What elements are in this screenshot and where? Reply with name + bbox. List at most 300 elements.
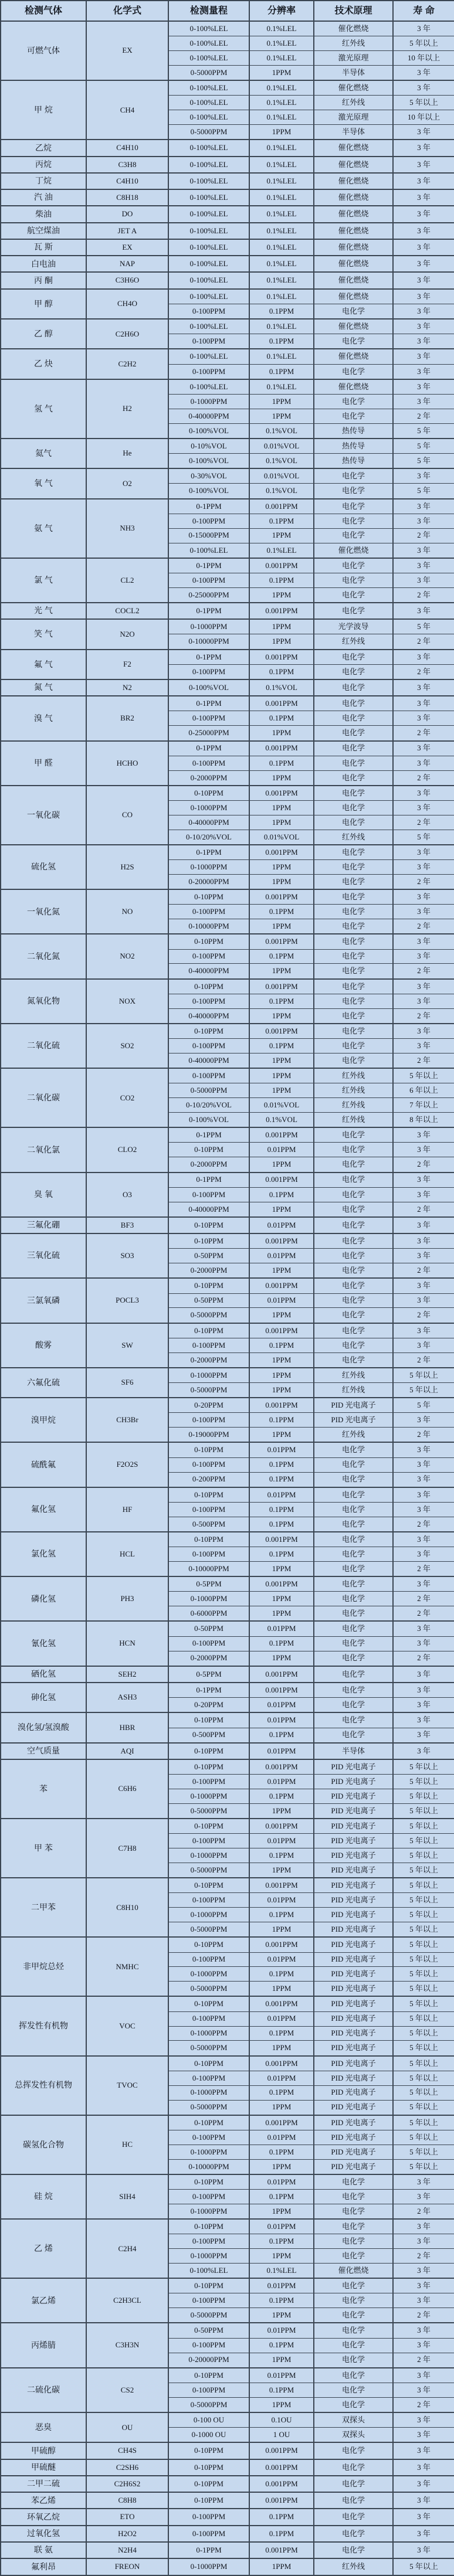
gas-name-cell: 氨 气 bbox=[1, 499, 86, 558]
principle-cell: 电化学 bbox=[314, 2442, 393, 2459]
lifespan-cell: 5 年以上 bbox=[393, 1789, 454, 1804]
lifespan-cell: 3 年 bbox=[393, 1293, 454, 1308]
resolution-cell: 0.001PPM bbox=[249, 741, 314, 756]
table-row bbox=[1, 1173, 454, 1188]
principle-cell: 电化学 bbox=[314, 1442, 393, 1457]
principle-cell: 电化学 bbox=[314, 664, 393, 679]
resolution-cell: 1 OU bbox=[249, 2428, 314, 2443]
resolution-cell: 1PPM bbox=[249, 964, 314, 979]
lifespan-cell: 3 年 bbox=[393, 603, 454, 619]
lifespan-cell: 5 年以上 bbox=[393, 1952, 454, 1967]
resolution-cell: 0.1%LEL bbox=[249, 110, 314, 125]
principle-cell: 红外线 bbox=[314, 36, 393, 51]
principle-cell: 电化学 bbox=[314, 979, 393, 994]
gas-name-cell: 砷化氢 bbox=[1, 1683, 86, 1712]
table-row bbox=[1, 499, 454, 514]
lifespan-cell: 10 年以上 bbox=[393, 110, 454, 125]
formula-cell: SIH4 bbox=[86, 2174, 168, 2219]
lifespan-cell: 7 年以上 bbox=[393, 1098, 454, 1113]
table-row bbox=[1, 157, 454, 173]
lifespan-cell: 2 年 bbox=[393, 726, 454, 741]
resolution-cell: 0.001PPM bbox=[249, 2459, 314, 2476]
lifespan-cell: 3 年 bbox=[393, 2368, 454, 2383]
principle-cell: 红外线 bbox=[314, 830, 393, 845]
lifespan-cell: 5 年以上 bbox=[393, 96, 454, 110]
lifespan-cell: 3 年 bbox=[393, 2492, 454, 2509]
resolution-cell: 0.01%VOL bbox=[249, 439, 314, 454]
resolution-cell: 0.1%LEL bbox=[249, 51, 314, 66]
range-cell: 0-1000PPM bbox=[168, 1908, 249, 1922]
principle-cell: 电化学 bbox=[314, 1263, 393, 1279]
gas-name-cell: 磷化氢 bbox=[1, 1576, 86, 1621]
lifespan-cell: 5 年以上 bbox=[393, 2041, 454, 2056]
lifespan-cell: 3 年 bbox=[393, 1249, 454, 1263]
lifespan-cell: 3 年 bbox=[393, 140, 454, 156]
resolution-cell: 0.001PPM bbox=[249, 934, 314, 949]
table-row bbox=[1, 1576, 454, 1592]
resolution-cell: 1PPM bbox=[249, 2204, 314, 2219]
range-cell: 0-10PPM bbox=[168, 786, 249, 801]
principle-cell: 电化学 bbox=[314, 679, 393, 696]
range-cell: 0-1000PPM bbox=[168, 1967, 249, 1982]
range-cell: 0-2000PPM bbox=[168, 770, 249, 786]
lifespan-cell: 3 年 bbox=[393, 125, 454, 140]
principle-cell: 催化燃烧 bbox=[314, 272, 393, 288]
resolution-cell: 0.1PPM bbox=[249, 664, 314, 679]
resolution-cell: 0.1%LEL bbox=[249, 272, 314, 288]
table-row bbox=[1, 189, 454, 206]
lifespan-cell: 3 年 bbox=[393, 2459, 454, 2476]
lifespan-cell: 3 年 bbox=[393, 1457, 454, 1472]
range-cell: 0-100%LEL bbox=[168, 36, 249, 51]
lifespan-cell: 5 年以上 bbox=[393, 2558, 454, 2575]
lifespan-cell: 3 年 bbox=[393, 1487, 454, 1503]
gas-name-cell: 臭 氧 bbox=[1, 1173, 86, 1217]
gas-name-cell: 二甲苯 bbox=[1, 1878, 86, 1937]
formula-cell: F2O2S bbox=[86, 1442, 168, 1487]
lifespan-cell: 2 年 bbox=[393, 1428, 454, 1443]
table-row bbox=[1, 1532, 454, 1547]
gas-name-cell: 恶臭 bbox=[1, 2412, 86, 2442]
principle-cell: 双探头 bbox=[314, 2428, 393, 2443]
resolution-cell: 1PPM bbox=[249, 770, 314, 786]
range-cell: 0-40000PPM bbox=[168, 964, 249, 979]
principle-cell: 红外线 bbox=[314, 1083, 393, 1098]
range-cell: 0-100%VOL bbox=[168, 454, 249, 469]
range-cell: 0-100%LEL bbox=[168, 319, 249, 334]
lifespan-cell: 5 年以上 bbox=[393, 1068, 454, 1083]
lifespan-cell: 2 年 bbox=[393, 1053, 454, 1068]
resolution-cell: 0.001PPM bbox=[249, 2056, 314, 2071]
range-cell: 0-1000PPM bbox=[168, 1789, 249, 1804]
lifespan-cell: 5 年以上 bbox=[393, 2026, 454, 2041]
lifespan-cell: 2 年 bbox=[393, 1008, 454, 1024]
resolution-cell: 0.001PPM bbox=[249, 2476, 314, 2492]
lifespan-cell: 3 年 bbox=[393, 786, 454, 801]
gas-name-cell: 一氧化氮 bbox=[1, 889, 86, 934]
range-cell: 0-100%LEL bbox=[168, 189, 249, 206]
range-cell: 0-500PPM bbox=[168, 1728, 249, 1743]
principle-cell: 电化学 bbox=[314, 2526, 393, 2542]
resolution-cell: 0.1PPM bbox=[249, 2509, 314, 2525]
range-cell: 0-10PPM bbox=[168, 1143, 249, 1157]
lifespan-cell: 3 年 bbox=[393, 499, 454, 514]
formula-cell: NO bbox=[86, 889, 168, 934]
range-cell: 0-1PPM bbox=[168, 2542, 249, 2558]
range-cell: 0-100PPM bbox=[168, 756, 249, 770]
gas-name-cell: 氯 气 bbox=[1, 558, 86, 603]
principle-cell: PID 光电离子 bbox=[314, 1952, 393, 1967]
resolution-cell: 1PPM bbox=[249, 1606, 314, 1622]
lifespan-cell: 3 年 bbox=[393, 1636, 454, 1651]
lifespan-cell: 3 年 bbox=[393, 889, 454, 905]
table-row bbox=[1, 439, 454, 454]
column-header-gas: 检测气体 bbox=[1, 1, 86, 21]
resolution-cell: 0.1%LEL bbox=[249, 543, 314, 558]
range-cell: 0-10PPM bbox=[168, 1024, 249, 1039]
table-row bbox=[1, 173, 454, 189]
principle-cell: 双探头 bbox=[314, 2412, 393, 2428]
resolution-cell: 1PPM bbox=[249, 1068, 314, 1083]
table-row bbox=[1, 2509, 454, 2525]
formula-cell: DO bbox=[86, 206, 168, 222]
principle-cell: 电化学 bbox=[314, 1517, 393, 1532]
formula-cell: HCHO bbox=[86, 741, 168, 786]
gas-name-cell: 酸雾 bbox=[1, 1323, 86, 1368]
principle-cell: 催化燃烧 bbox=[314, 189, 393, 206]
resolution-cell: 1PPM bbox=[249, 409, 314, 423]
principle-cell: 电化学 bbox=[314, 786, 393, 801]
formula-cell: VOC bbox=[86, 1996, 168, 2055]
principle-cell: 电化学 bbox=[314, 1532, 393, 1547]
principle-cell: 热传导 bbox=[314, 439, 393, 454]
principle-cell: 红外线 bbox=[314, 1383, 393, 1398]
gas-name-cell: 甲硫醚 bbox=[1, 2459, 86, 2476]
gas-name-cell: 过氧化氢 bbox=[1, 2526, 86, 2542]
lifespan-cell: 5 年以上 bbox=[393, 2100, 454, 2115]
lifespan-cell: 3 年 bbox=[393, 256, 454, 272]
principle-cell: PID 光电离子 bbox=[314, 1996, 393, 2011]
gas-name-cell: 碳氢化合物 bbox=[1, 2115, 86, 2174]
lifespan-cell: 3 年 bbox=[393, 2264, 454, 2279]
range-cell: 0-5000PPM bbox=[168, 2041, 249, 2056]
gas-name-cell: 瓦 斯 bbox=[1, 239, 86, 256]
gas-name-cell: 氮 气 bbox=[1, 679, 86, 696]
resolution-cell: 1PPM bbox=[249, 1263, 314, 1279]
lifespan-cell: 2 年 bbox=[393, 1606, 454, 1622]
resolution-cell: 0.1%VOL bbox=[249, 454, 314, 469]
lifespan-cell: 3 年 bbox=[393, 845, 454, 860]
lifespan-cell: 5 年 bbox=[393, 830, 454, 845]
principle-cell: 催化燃烧 bbox=[314, 140, 393, 156]
lifespan-cell: 5 年以上 bbox=[393, 1834, 454, 1848]
range-cell: 0-10/20%VOL bbox=[168, 830, 249, 845]
range-cell: 0-10PPM bbox=[168, 979, 249, 994]
resolution-cell: 0.01PPM bbox=[249, 1143, 314, 1157]
gas-name-cell: 可燃气体 bbox=[1, 21, 86, 80]
resolution-cell: 0.001PPM bbox=[249, 1173, 314, 1188]
resolution-cell: 0.01PPM bbox=[249, 1893, 314, 1908]
range-cell: 0-10PPM bbox=[168, 1996, 249, 2011]
lifespan-cell: 5 年以上 bbox=[393, 2159, 454, 2174]
resolution-cell: 0.001PPM bbox=[249, 1759, 314, 1775]
resolution-cell: 0.001PPM bbox=[249, 2492, 314, 2509]
table-row bbox=[1, 1683, 454, 1698]
principle-cell: 电化学 bbox=[314, 2174, 393, 2190]
lifespan-cell: 2 年 bbox=[393, 634, 454, 650]
resolution-cell: 0.1PPM bbox=[249, 573, 314, 587]
formula-cell: F2 bbox=[86, 650, 168, 679]
table-row bbox=[1, 206, 454, 222]
principle-cell: 电化学 bbox=[314, 2234, 393, 2249]
resolution-cell: 1PPM bbox=[249, 394, 314, 409]
range-cell: 0-5000PPM bbox=[168, 1803, 249, 1819]
principle-cell: 电化学 bbox=[314, 394, 393, 409]
range-cell: 0-100%VOL bbox=[168, 484, 249, 499]
lifespan-cell: 2 年 bbox=[393, 1202, 454, 1217]
principle-cell: 热传导 bbox=[314, 423, 393, 439]
range-cell: 0-100%LEL bbox=[168, 289, 249, 304]
gas-name-cell: 苯 bbox=[1, 1759, 86, 1819]
lifespan-cell: 5 年以上 bbox=[393, 1893, 454, 1908]
principle-cell: PID 光电离子 bbox=[314, 2026, 393, 2041]
formula-cell: CS2 bbox=[86, 2368, 168, 2412]
resolution-cell: 1PPM bbox=[249, 1428, 314, 1443]
principle-cell: PID 光电离子 bbox=[314, 2085, 393, 2100]
gas-name-cell: 氯乙烯 bbox=[1, 2278, 86, 2323]
lifespan-cell: 6 年以上 bbox=[393, 1083, 454, 1098]
principle-cell: PID 光电离子 bbox=[314, 2159, 393, 2174]
gas-name-cell: 甲 苯 bbox=[1, 1819, 86, 1878]
resolution-cell: 0.1PPM bbox=[249, 364, 314, 379]
lifespan-cell: 5 年以上 bbox=[393, 1937, 454, 1952]
range-cell: 0-100%LEL bbox=[168, 239, 249, 256]
resolution-cell: 0.1PPM bbox=[249, 1413, 314, 1428]
lifespan-cell: 3 年 bbox=[393, 543, 454, 558]
resolution-cell: 0.01PPM bbox=[249, 1249, 314, 1263]
gas-name-cell: 乙 炔 bbox=[1, 349, 86, 379]
table-row bbox=[1, 2174, 454, 2190]
formula-cell: N2 bbox=[86, 679, 168, 696]
principle-cell: 电化学 bbox=[314, 1323, 393, 1338]
lifespan-cell: 5 年 bbox=[393, 439, 454, 454]
principle-cell: 电化学 bbox=[314, 409, 393, 423]
range-cell: 0-100%LEL bbox=[168, 96, 249, 110]
resolution-cell: 1PPM bbox=[249, 1982, 314, 1997]
lifespan-cell: 3 年 bbox=[393, 2293, 454, 2308]
principle-cell: 电化学 bbox=[314, 860, 393, 875]
resolution-cell: 0.01PPM bbox=[249, 1487, 314, 1503]
resolution-cell: 0.01PPM bbox=[249, 2278, 314, 2293]
resolution-cell: 0.001PPM bbox=[249, 845, 314, 860]
gas-name-cell: 联 氨 bbox=[1, 2542, 86, 2558]
resolution-cell: 0.01PPM bbox=[249, 2368, 314, 2383]
table-row bbox=[1, 2558, 454, 2575]
resolution-cell: 0.1PPM bbox=[249, 2526, 314, 2542]
resolution-cell: 0.1%LEL bbox=[249, 189, 314, 206]
principle-cell: 电化学 bbox=[314, 2278, 393, 2293]
resolution-cell: 1PPM bbox=[249, 2308, 314, 2323]
resolution-cell: 1PPM bbox=[249, 65, 314, 80]
table-row bbox=[1, 80, 454, 96]
resolution-cell: 0.1%LEL bbox=[249, 36, 314, 51]
formula-cell: JET A bbox=[86, 223, 168, 239]
gas-name-cell: 甲硫醇 bbox=[1, 2442, 86, 2459]
principle-cell: 红外线 bbox=[314, 1368, 393, 1383]
table-row bbox=[1, 2492, 454, 2509]
lifespan-cell: 5 年以上 bbox=[393, 1863, 454, 1878]
lifespan-cell: 5 年以上 bbox=[393, 1908, 454, 1922]
table-row bbox=[1, 741, 454, 756]
lifespan-cell: 5 年以上 bbox=[393, 2071, 454, 2085]
resolution-cell: 1PPM bbox=[249, 1562, 314, 1577]
resolution-cell: 0.1PPM bbox=[249, 1908, 314, 1922]
gas-name-cell: 丙 酮 bbox=[1, 272, 86, 288]
principle-cell: 催化燃烧 bbox=[314, 349, 393, 364]
range-cell: 0-5000PPM bbox=[168, 1982, 249, 1997]
principle-cell: 电化学 bbox=[314, 1157, 393, 1173]
lifespan-cell: 5 年以上 bbox=[393, 2011, 454, 2026]
lifespan-cell: 3 年 bbox=[393, 696, 454, 711]
lifespan-cell: 3 年 bbox=[393, 650, 454, 665]
gas-name-cell: 环氧乙烷 bbox=[1, 2509, 86, 2525]
resolution-cell: 0.01PPM bbox=[249, 2071, 314, 2085]
lifespan-cell: 3 年 bbox=[393, 558, 454, 573]
resolution-cell: 0.1PPM bbox=[249, 334, 314, 349]
resolution-cell: 0.01%VOL bbox=[249, 1098, 314, 1113]
formula-cell: H2 bbox=[86, 379, 168, 439]
lifespan-cell: 3 年 bbox=[393, 514, 454, 528]
resolution-cell: 0.001PPM bbox=[249, 979, 314, 994]
lifespan-cell: 3 年 bbox=[393, 1547, 454, 1562]
formula-cell: HC bbox=[86, 2115, 168, 2174]
principle-cell: PID 光电离子 bbox=[314, 2100, 393, 2115]
lifespan-cell: 3 年 bbox=[393, 1712, 454, 1728]
gas-name-cell: 氟利昂 bbox=[1, 2558, 86, 2575]
principle-cell: 催化燃烧 bbox=[314, 2264, 393, 2279]
resolution-cell: 0.1PPM bbox=[249, 2190, 314, 2204]
lifespan-cell: 3 年 bbox=[393, 2509, 454, 2525]
resolution-cell: 0.001PPM bbox=[249, 1937, 314, 1952]
range-cell: 0-5PPM bbox=[168, 1576, 249, 1592]
table-row bbox=[1, 845, 454, 860]
range-cell: 0-10PPM bbox=[168, 1217, 249, 1233]
resolution-cell: 0.1PPM bbox=[249, 711, 314, 726]
gas-name-cell: 二氧化硫 bbox=[1, 1024, 86, 1068]
lifespan-cell: 2 年 bbox=[393, 2249, 454, 2264]
table-row bbox=[1, 256, 454, 272]
gas-name-cell: 丙烷 bbox=[1, 157, 86, 173]
principle-cell: 电化学 bbox=[314, 2397, 393, 2412]
gas-name-cell: 甲 醇 bbox=[1, 289, 86, 319]
principle-cell: PID 光电离子 bbox=[314, 1922, 393, 1938]
lifespan-cell: 3 年 bbox=[393, 1127, 454, 1143]
lifespan-cell: 5 年以上 bbox=[393, 1383, 454, 1398]
principle-cell: 电化学 bbox=[314, 2190, 393, 2204]
resolution-cell: 0.01PPM bbox=[249, 2130, 314, 2145]
formula-cell: COCL2 bbox=[86, 603, 168, 619]
range-cell: 0-10PPM bbox=[168, 2174, 249, 2190]
resolution-cell: 0.1%LEL bbox=[249, 223, 314, 239]
resolution-cell: 1PPM bbox=[249, 528, 314, 543]
principle-cell: PID 光电离子 bbox=[314, 1982, 393, 1997]
range-cell: 0-10PPM bbox=[168, 1532, 249, 1547]
lifespan-cell: 5 年以上 bbox=[393, 1967, 454, 1982]
gas-name-cell: 六氟化硫 bbox=[1, 1368, 86, 1398]
lifespan-cell: 5 年以上 bbox=[393, 1878, 454, 1893]
lifespan-cell: 5 年以上 bbox=[393, 1775, 454, 1789]
resolution-cell: 0.1PPM bbox=[249, 1789, 314, 1804]
resolution-cell: 0.1PPM bbox=[249, 1472, 314, 1487]
principle-cell: 电化学 bbox=[314, 603, 393, 619]
table-row bbox=[1, 272, 454, 288]
formula-cell: C8H8 bbox=[86, 2492, 168, 2509]
resolution-cell: 1PPM bbox=[249, 1157, 314, 1173]
range-cell: 0-1000PPM bbox=[168, 2026, 249, 2041]
table-row bbox=[1, 1996, 454, 2011]
lifespan-cell: 3 年 bbox=[393, 2338, 454, 2353]
table-row bbox=[1, 1937, 454, 1952]
table-row bbox=[1, 319, 454, 334]
formula-cell: BF3 bbox=[86, 1217, 168, 1233]
gas-name-cell: 二硫化碳 bbox=[1, 2368, 86, 2412]
range-cell: 0-100PPM bbox=[168, 2293, 249, 2308]
resolution-cell: 1PPM bbox=[249, 1352, 314, 1368]
lifespan-cell: 3 年 bbox=[393, 1143, 454, 1157]
principle-cell: 电化学 bbox=[314, 949, 393, 964]
gas-name-cell: 氟化氢 bbox=[1, 1487, 86, 1532]
principle-cell: 电化学 bbox=[314, 1202, 393, 1217]
range-cell: 0-100PPM bbox=[168, 1413, 249, 1428]
range-cell: 0-100%LEL bbox=[168, 80, 249, 96]
formula-cell: CH3Br bbox=[86, 1398, 168, 1442]
lifespan-cell: 3 年 bbox=[393, 468, 454, 484]
formula-cell: BR2 bbox=[86, 696, 168, 740]
lifespan-cell: 5 年 bbox=[393, 454, 454, 469]
lifespan-cell: 5 年 bbox=[393, 423, 454, 439]
gas-name-cell: 氢 气 bbox=[1, 379, 86, 439]
resolution-cell: 1PPM bbox=[249, 1083, 314, 1098]
range-cell: 0-5000PPM bbox=[168, 2100, 249, 2115]
range-cell: 0-100%VOL bbox=[168, 679, 249, 696]
resolution-cell: 1PPM bbox=[249, 634, 314, 650]
range-cell: 0-1000PPM bbox=[168, 2558, 249, 2575]
lifespan-cell: 5 年 bbox=[393, 1398, 454, 1413]
resolution-cell: 0.1%LEL bbox=[249, 21, 314, 36]
lifespan-cell: 2 年 bbox=[393, 528, 454, 543]
resolution-cell: 0.001PPM bbox=[249, 2115, 314, 2130]
principle-cell: 电化学 bbox=[314, 874, 393, 889]
range-cell: 0-10PPM bbox=[168, 1878, 249, 1893]
table-row bbox=[1, 468, 454, 484]
lifespan-cell: 3 年 bbox=[393, 1442, 454, 1457]
table-row bbox=[1, 1233, 454, 1249]
formula-cell: NH3 bbox=[86, 499, 168, 558]
formula-cell: CL2 bbox=[86, 558, 168, 603]
range-cell: 0-10PPM bbox=[168, 1712, 249, 1728]
lifespan-cell: 3 年 bbox=[393, 2412, 454, 2428]
resolution-cell: 0.1PPM bbox=[249, 1187, 314, 1202]
formula-cell: C2H4 bbox=[86, 2219, 168, 2278]
gas-name-cell: 乙 烯 bbox=[1, 2219, 86, 2278]
gas-name-cell: 三氧化硫 bbox=[1, 1233, 86, 1278]
resolution-cell: 0.001PPM bbox=[249, 1323, 314, 1338]
principle-cell: PID 光电离子 bbox=[314, 2041, 393, 2056]
lifespan-cell: 2 年 bbox=[393, 2353, 454, 2368]
range-cell: 0-5000PPM bbox=[168, 2308, 249, 2323]
gas-name-cell: 氧 气 bbox=[1, 468, 86, 498]
lifespan-cell: 3 年 bbox=[393, 21, 454, 36]
